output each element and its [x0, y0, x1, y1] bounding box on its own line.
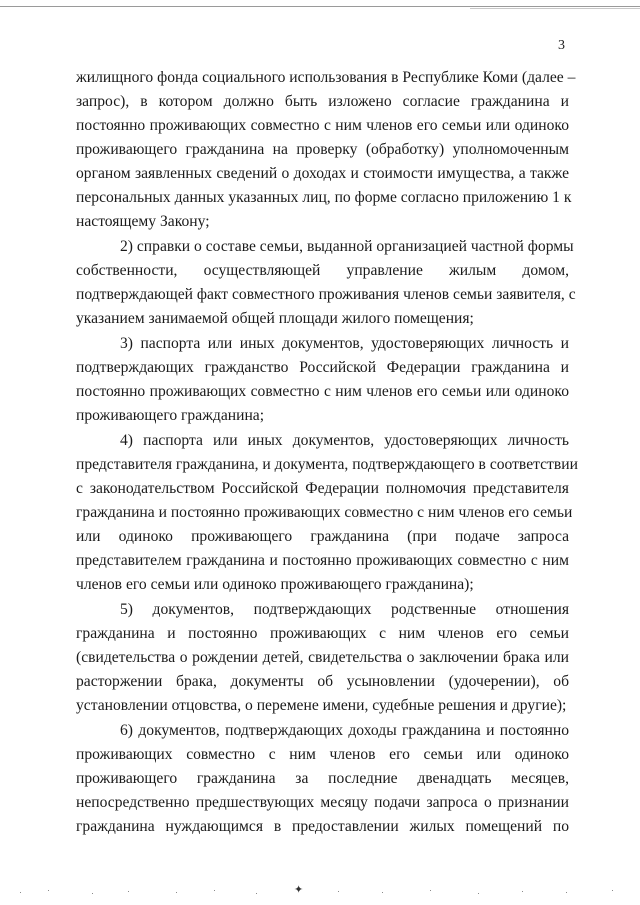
text-line: членов его семьи или одиноко проживающего гражданина);	[76, 576, 474, 593]
text-line: 4) паспорта или иных документов, удостоверяющих личность	[120, 432, 569, 449]
text-line: проживающего гражданина на проверку (обработку) уполномоченным	[76, 141, 569, 158]
scan-speck	[566, 892, 567, 893]
text-line: 6) документов, подтверждающих доходы гражданина и постоянно	[120, 722, 569, 739]
scan-speck	[214, 890, 215, 891]
text-line: персональных данных указанных лиц, по форме согласно приложению 1 к	[76, 189, 572, 206]
list-item-5	[76, 598, 569, 718]
text-line: 5) документов, подтверждающих родственные отношения	[120, 601, 569, 618]
list-item-6	[76, 719, 569, 839]
list-item-2	[76, 235, 576, 331]
text-line: подтверждающих гражданство Российской Федерации гражданина и	[76, 359, 569, 376]
text-line: постоянно проживающих совместно с ним членов его семьи или одиноко	[76, 117, 569, 134]
text-line: подтверждающей факт совместного проживания членов семьи заявителя, с	[76, 286, 576, 303]
text-line: гражданина и постоянно проживающих с ним членов его семьи	[76, 625, 569, 642]
scan-edge-line-faint	[470, 8, 640, 9]
text-line: расторжении брака, документы об усыновлении (удочерении), об	[76, 673, 569, 690]
text-line: или одиноко проживающего гражданина (при подаче запроса	[76, 528, 569, 545]
document-body	[76, 66, 578, 839]
text-line: установлении отцовства, о перемене имени, судебные решения и другие);	[76, 697, 567, 714]
scan-speck	[382, 892, 383, 893]
scan-noise	[0, 888, 640, 898]
text-line: проживающих совместно с ним членов его семьи или одиноко	[76, 746, 569, 763]
scan-speck	[338, 891, 339, 892]
list-item-4	[76, 429, 578, 597]
scan-speck	[478, 893, 479, 894]
text-line: собственности, осуществляющей управление жилым домом,	[76, 262, 569, 279]
text-line: представителя гражданина, и документа, подтверждающего в соответствии	[76, 456, 578, 473]
scan-speck	[612, 890, 613, 891]
list-item-3	[76, 332, 569, 428]
text-line: указанием занимаемой общей площади жилого помещения;	[76, 310, 474, 327]
text-line: гражданина нуждающимся в предоставлении жилых помещений по	[76, 818, 569, 835]
text-line: (свидетельства о рождении детей, свидетельства о заключении брака или	[76, 649, 569, 666]
paragraph-continuation	[76, 66, 576, 234]
text-line: представителем гражданина и постоянно проживающих совместно с ним	[76, 552, 569, 569]
text-line: запрос), в котором должно быть изложено согласие гражданина и	[76, 93, 569, 110]
scan-speck	[92, 893, 93, 894]
text-line: с законодательством Российской Федерации полномочия представителя	[76, 480, 569, 497]
text-line: постоянно проживающих совместно с ним членов его семьи или одиноко	[76, 383, 569, 400]
text-line: проживающего гражданина за последние двенадцать месяцев,	[76, 770, 569, 787]
text-line: жилищного фонда социального использования в Республике Коми (далее –	[76, 69, 576, 86]
text-line: непосредственно предшествующих месяцу подачи запроса о признании	[76, 794, 569, 811]
text-line: 3) паспорта или иных документов, удостоверяющих личность и	[120, 335, 569, 352]
scan-speck	[176, 892, 177, 893]
text-line: проживающего гражданина;	[76, 407, 265, 424]
scan-speck	[522, 891, 523, 892]
scan-speck	[20, 892, 21, 893]
page-number: 3	[558, 38, 565, 53]
scan-speck	[430, 890, 431, 891]
text-line: настоящему Закону;	[76, 213, 210, 230]
text-line: гражданина и постоянно проживающих совместно с ним членов его семьи	[76, 504, 573, 521]
scan-speck	[256, 893, 257, 894]
scan-speck	[48, 890, 49, 891]
scan-edge-line	[0, 6, 640, 7]
scan-speck	[128, 891, 129, 892]
text-line: органом заявленных сведений о доходах и стоимости имущества, а также	[76, 165, 569, 182]
text-line: 2) справки о составе семьи, выданной организацией частной формы	[120, 238, 574, 255]
scan-artifact-mark: ✦	[294, 884, 304, 896]
